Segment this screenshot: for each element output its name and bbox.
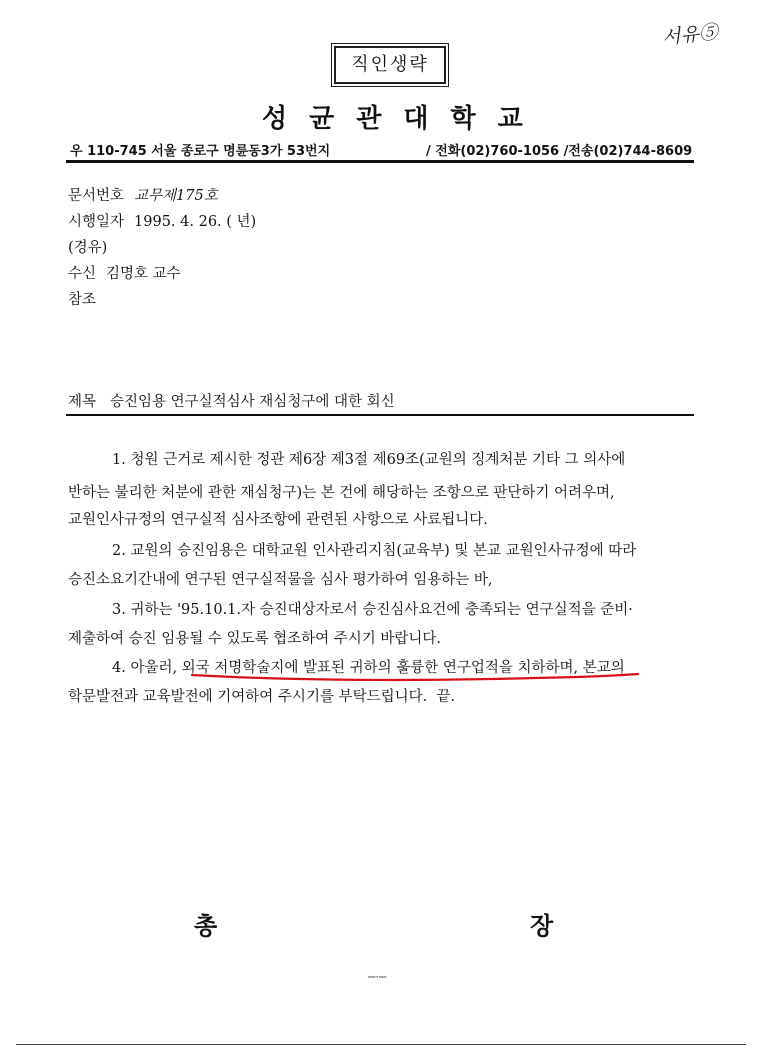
paragraph-2-line-2: 승진소요기간내에 연구된 연구실적물을 심사 평가하여 임용하는 바, [68,572,493,588]
subject-value: 승진임용 연구실적심사 재심청구에 대한 회신 [110,394,395,410]
paragraph-4-line-2 [68,685,455,706]
paragraph-1-line-3: 교원인사규정의 연구실적 심사조항에 관련된 사항으로 사료됩니다. [68,512,488,528]
doc-number-label: 문서번호 [68,188,125,204]
paragraph-1-line-1: 1. 청원 근거로 제시한 정관 제6장 제3절 제69조(교원의 징계처분 기타 그 의사에 [112,452,626,468]
end-mark: 끝. [436,689,456,705]
reference-row: 참조 [68,292,97,308]
paragraph-2-line-1: 2. 교원의 승진임용은 대학교원 인사관리지침(교육부) 및 본교 교원인사규정에 따라 [112,543,637,559]
seal-omitted-stamp: 직인생략 [334,46,446,84]
corner-handwritten-mark: 서유⑤ [661,21,719,49]
paragraph-4-line-1: 4. 아울러, 외국 저명학술지에 발표된 귀하의 훌륭한 연구업적을 치하하며, 본교의 [112,660,625,676]
red-handwritten-underline [190,670,640,684]
date-row [68,210,256,231]
recipient-value: 김명호 교수 [106,266,181,282]
doc-number-value: 교무제175호 [134,188,218,204]
paragraph-1-line-2: 반하는 불리한 처분에 관한 재심청구)는 본 건에 해당하는 조항으로 판단하기 어려우며, [68,485,615,501]
via-row: (경유) [68,240,108,256]
recipient-label: 수신 [68,266,97,282]
bottom-edge-rule [16,1044,746,1045]
subject-label: 제목 [68,394,97,410]
signature-president-right: 장 [530,911,554,940]
paragraph-3-line-2: 제출하여 승진 임용될 수 있도록 협조하여 주시기 바랍니다. [68,631,442,647]
signature-president-left: 총 [194,911,218,940]
doc-number-row [68,184,218,205]
date-label: 시행일자 [68,214,125,230]
bottom-scan-mark: ─·─ [368,970,387,984]
address-line: 우 110-745 서울 종로구 명륜동3가 53번지 [70,144,331,159]
recipient-row [68,262,181,283]
header-divider [66,160,694,163]
paragraph-3-line-1: 3. 귀하는 '95.10.1.자 승진대상자로서 승진심사요건에 충족되는 연구실적을 준비· [112,602,633,618]
date-value: 1995. 4. 26. ( 년) [134,214,257,230]
paragraph-4-line-2-text: 학문발전과 교육발전에 기여하여 주시기를 부탁드립니다. [68,689,428,705]
subject-divider [66,414,694,416]
university-name: 성균관대학교 [262,104,545,134]
subject-row [68,390,395,411]
contact-line: / 전화(02)760-1056 /전송(02)744-8609 [426,144,693,159]
